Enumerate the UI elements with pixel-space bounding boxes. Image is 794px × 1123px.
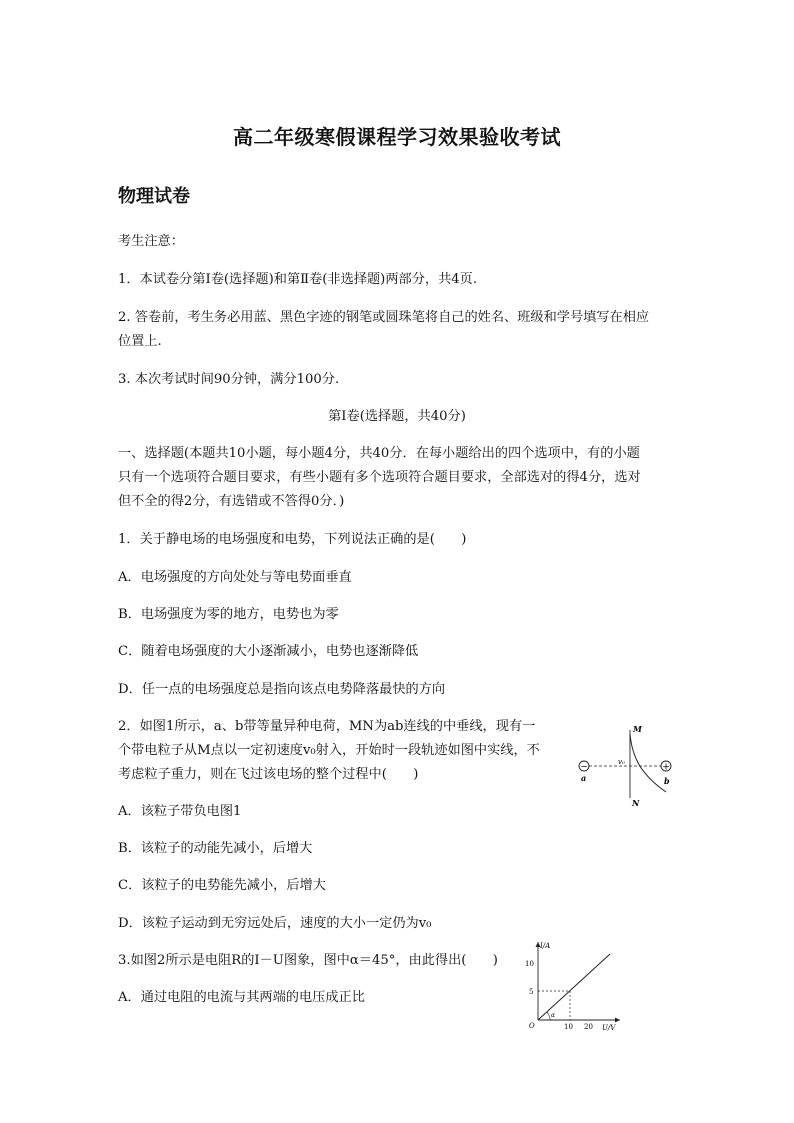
q3-option-a: A．通过电阻的电流与其两端的电压成正比	[118, 990, 365, 1005]
note-1: 1．本试卷分第Ⅰ卷(选择题)和第Ⅱ卷(非选择题)两部分，共4页.	[118, 272, 478, 287]
label-v0: v₀	[618, 758, 625, 766]
q2-option-c: C．该粒子的电势能先减小，后增大	[118, 878, 326, 893]
note-3: 3. 本次考试时间90分钟，满分100分.	[118, 372, 340, 387]
q2-stem-line-2: 个带电粒子从M点以一定初速度v₀射入，开始时一段轨迹如图中实线，不	[118, 743, 540, 758]
instructions-line-1: 一、选择题(本题共10小题，每小题4分，共40分．在每小题给出的四个选项中，有的小题	[118, 446, 640, 461]
note-2-cont: 位置上.	[118, 334, 162, 349]
label-xlabel: U/V	[602, 1024, 616, 1032]
instructions-line-3: 但不全的得2分，有选错或不答得0分．)	[118, 494, 345, 509]
notice-label: 考生注意：	[118, 234, 184, 249]
q2-option-b: B．该粒子的动能先减小，后增大	[118, 841, 313, 856]
charge-a-sign: −	[580, 762, 588, 773]
trajectory-curve	[630, 734, 666, 792]
q1-option-d: D．任一点的电场强度总是指向该点电势降落最快的方向	[118, 682, 446, 697]
label-alpha: α	[551, 1012, 556, 1019]
u-axis-arrow	[615, 1018, 620, 1023]
label-ylabel: I/A	[540, 942, 551, 950]
label-x20: 20	[584, 1023, 593, 1031]
q1-stem: 1．关于静电场的电场强度和电势，下列说法正确的是( )	[118, 532, 467, 547]
exam-title: 高二年级寒假课程学习效果验收考试	[233, 125, 561, 149]
label-x10: 10	[564, 1023, 573, 1031]
alpha-arc	[547, 1012, 550, 1020]
section-title: 第Ⅰ卷(选择题，共40分)	[328, 409, 466, 424]
q2-stem-line-1: 2．如图1所示，a、b带等量异种电荷，MN为ab连线的中垂线，现有一	[118, 719, 536, 734]
label-y10: 10	[525, 960, 534, 968]
q1-option-b: B．电场强度为零的地方，电势也为零	[118, 607, 339, 622]
figure-1-electric-field	[574, 722, 686, 808]
q1-option-c: C．随着电场强度的大小逐渐减小，电势也逐渐降低	[118, 644, 419, 659]
label-a: a	[581, 773, 587, 783]
instructions-line-2: 只有一个选项符合题目要求，有些小题有多个选项符合题目要求，全部选对的得4分，选对	[118, 470, 641, 485]
note-2: 2. 答卷前，考生务必用蓝、黑色字迹的钢笔或圆珠笔将自己的姓名、班级和学号填写在相应	[118, 310, 650, 325]
iu-line	[538, 954, 610, 1020]
q3-stem: 3.如图2所示是电阻R的I－U图象，图中α＝45°，由此得出( )	[118, 953, 498, 968]
label-origin: O	[529, 1022, 535, 1030]
figure-2-iu-graph	[520, 936, 628, 1032]
q2-option-a: A．该粒子带负电图1	[118, 804, 242, 819]
q2-stem-line-3: 考虑粒子重力，则在飞过该电场的整个过程中( )	[118, 767, 419, 782]
charge-b-sign: +	[662, 762, 670, 773]
label-y5: 5	[529, 988, 534, 996]
label-n: N	[632, 798, 640, 808]
q2-option-d: D．该粒子运动到无穷远处后，速度的大小一定仍为v₀	[118, 916, 432, 931]
label-b: b	[664, 776, 670, 786]
label-m: M	[633, 724, 642, 734]
exam-subtitle: 物理试卷	[118, 186, 190, 207]
q1-option-a: A．电场强度的方向处处与等电势面垂直	[118, 570, 352, 585]
